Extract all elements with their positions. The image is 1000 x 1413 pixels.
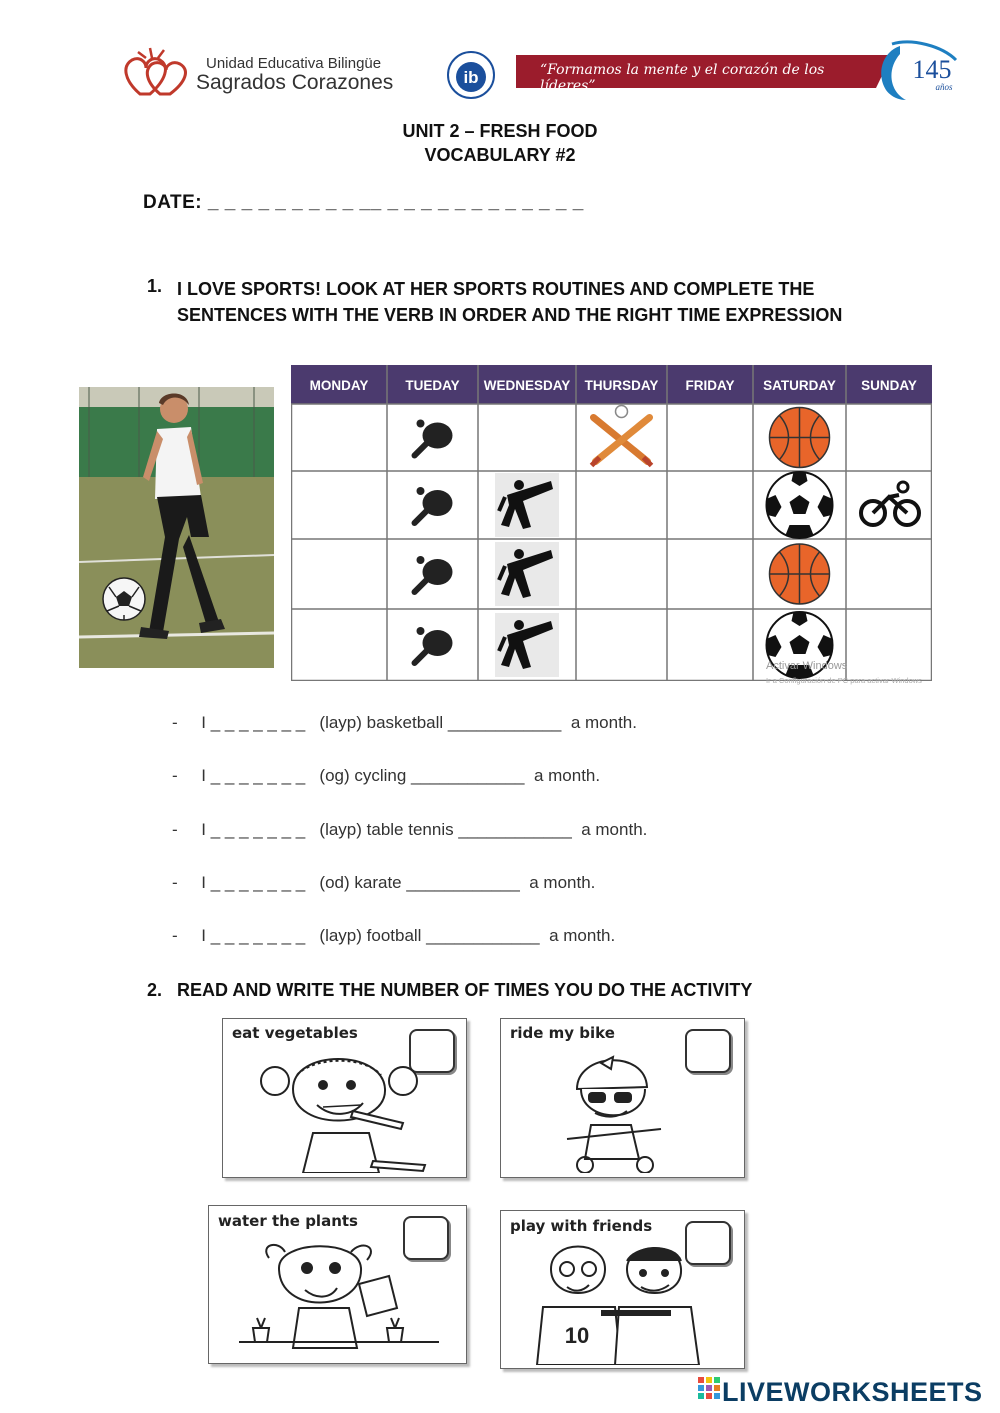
question1-number: 1. <box>147 276 163 296</box>
sports-schedule-table <box>291 365 932 681</box>
sentence-football[interactable]: - I _ _ _ _ _ _ _ (layp) football ____________ a month. <box>172 926 616 945</box>
day-header-tueday: TUEDAY <box>405 378 460 393</box>
school-motto: “Formamos la mente y el corazón de los líderes” <box>540 62 825 94</box>
day-header-sunday: SUNDAY <box>861 378 917 393</box>
unit-title: UNIT 2 – FRESH FOOD <box>402 121 598 141</box>
activity-label: eat vegetables <box>232 1024 358 1042</box>
friends-playing-drawing <box>531 1239 711 1365</box>
activity-card-ride-my-bike <box>500 1018 745 1178</box>
question2-number: 2. <box>147 980 163 1000</box>
day-header-saturday: SATURDAY <box>763 378 836 393</box>
ib-logo-text: ib <box>463 68 479 87</box>
activity-card-eat-vegetables <box>222 1018 467 1178</box>
vocabulary-title: VOCABULARY #2 <box>424 145 576 165</box>
day-header-wednesday: WEDNESDAY <box>483 378 571 393</box>
girl-football-photo <box>79 387 274 668</box>
sentence-basketball[interactable]: - I _ _ _ _ _ _ _ (layp) basketball ____________ a month. <box>172 713 637 732</box>
day-header-friday: FRIDAY <box>685 378 735 393</box>
girl-watering-plants-drawing <box>239 1238 439 1358</box>
question2-instructions: READ AND WRITE THE NUMBER OF TIMES YOU DO THE ACTIVITY <box>177 980 753 1000</box>
anniversary-badge <box>872 40 964 104</box>
jersey-number: 10 <box>564 1323 590 1348</box>
school-name-line1: Unidad Educativa Bilingüe <box>206 55 382 72</box>
activity-label: play with friends <box>510 1217 653 1235</box>
date-line[interactable]: DATE: _ _ _ _ _ _ _ _ _ __ _ _ _ _ _ _ _ _ _ _ _ _ <box>143 192 584 213</box>
karate-icon <box>495 473 559 537</box>
basketball-icon <box>770 544 830 604</box>
anniversary-number: 145 <box>912 55 952 84</box>
boy-riding-bike-drawing <box>561 1049 691 1173</box>
windows-watermark: Activar Windows <box>766 660 848 672</box>
karate-icon <box>495 613 559 677</box>
basketball-icon <box>770 408 830 468</box>
anniversary-sub: años <box>935 82 953 92</box>
activity-card-play-with-friends <box>500 1210 745 1369</box>
school-name-line2: Sagrados Corazones <box>196 71 394 94</box>
question1-instructions: I LOVE SPORTS! LOOK AT HER SPORTS ROUTINES AND COMPLETE THE SENTENCES WITH THE VERB IN ORDER AND THE RIGHT TIME EXPRESSION <box>177 279 843 325</box>
activity-label: water the plants <box>218 1212 358 1230</box>
sentence-karate[interactable]: - I _ _ _ _ _ _ _ (od) karate ____________ a month. <box>172 873 596 892</box>
day-header-monday: MONDAY <box>309 378 369 393</box>
activity-label: ride my bike <box>510 1024 615 1042</box>
sentence-cycling[interactable]: - I _ _ _ _ _ _ _ (og) cycling ____________ a month. <box>172 766 601 785</box>
activity-card-water-the-plants <box>208 1205 467 1364</box>
school-hearts-logo <box>120 44 192 100</box>
answer-box[interactable] <box>685 1029 731 1073</box>
sentence-table-tennis[interactable]: - I _ _ _ _ _ _ _ (layp) table tennis ____________ a month. <box>172 820 648 839</box>
ib-logo <box>440 50 502 100</box>
liveworksheets-logo-icon <box>698 1377 720 1401</box>
windows-watermark-sub: Ir a Configuración de PC para activar Windows <box>766 676 922 685</box>
liveworksheets-brand: LIVEWORKSHEETS <box>722 1377 983 1407</box>
karate-icon <box>495 542 559 606</box>
day-header-thursday: THURSDAY <box>584 378 659 393</box>
football-icon <box>767 472 833 539</box>
girl-eating-carrot-drawing <box>253 1049 433 1173</box>
